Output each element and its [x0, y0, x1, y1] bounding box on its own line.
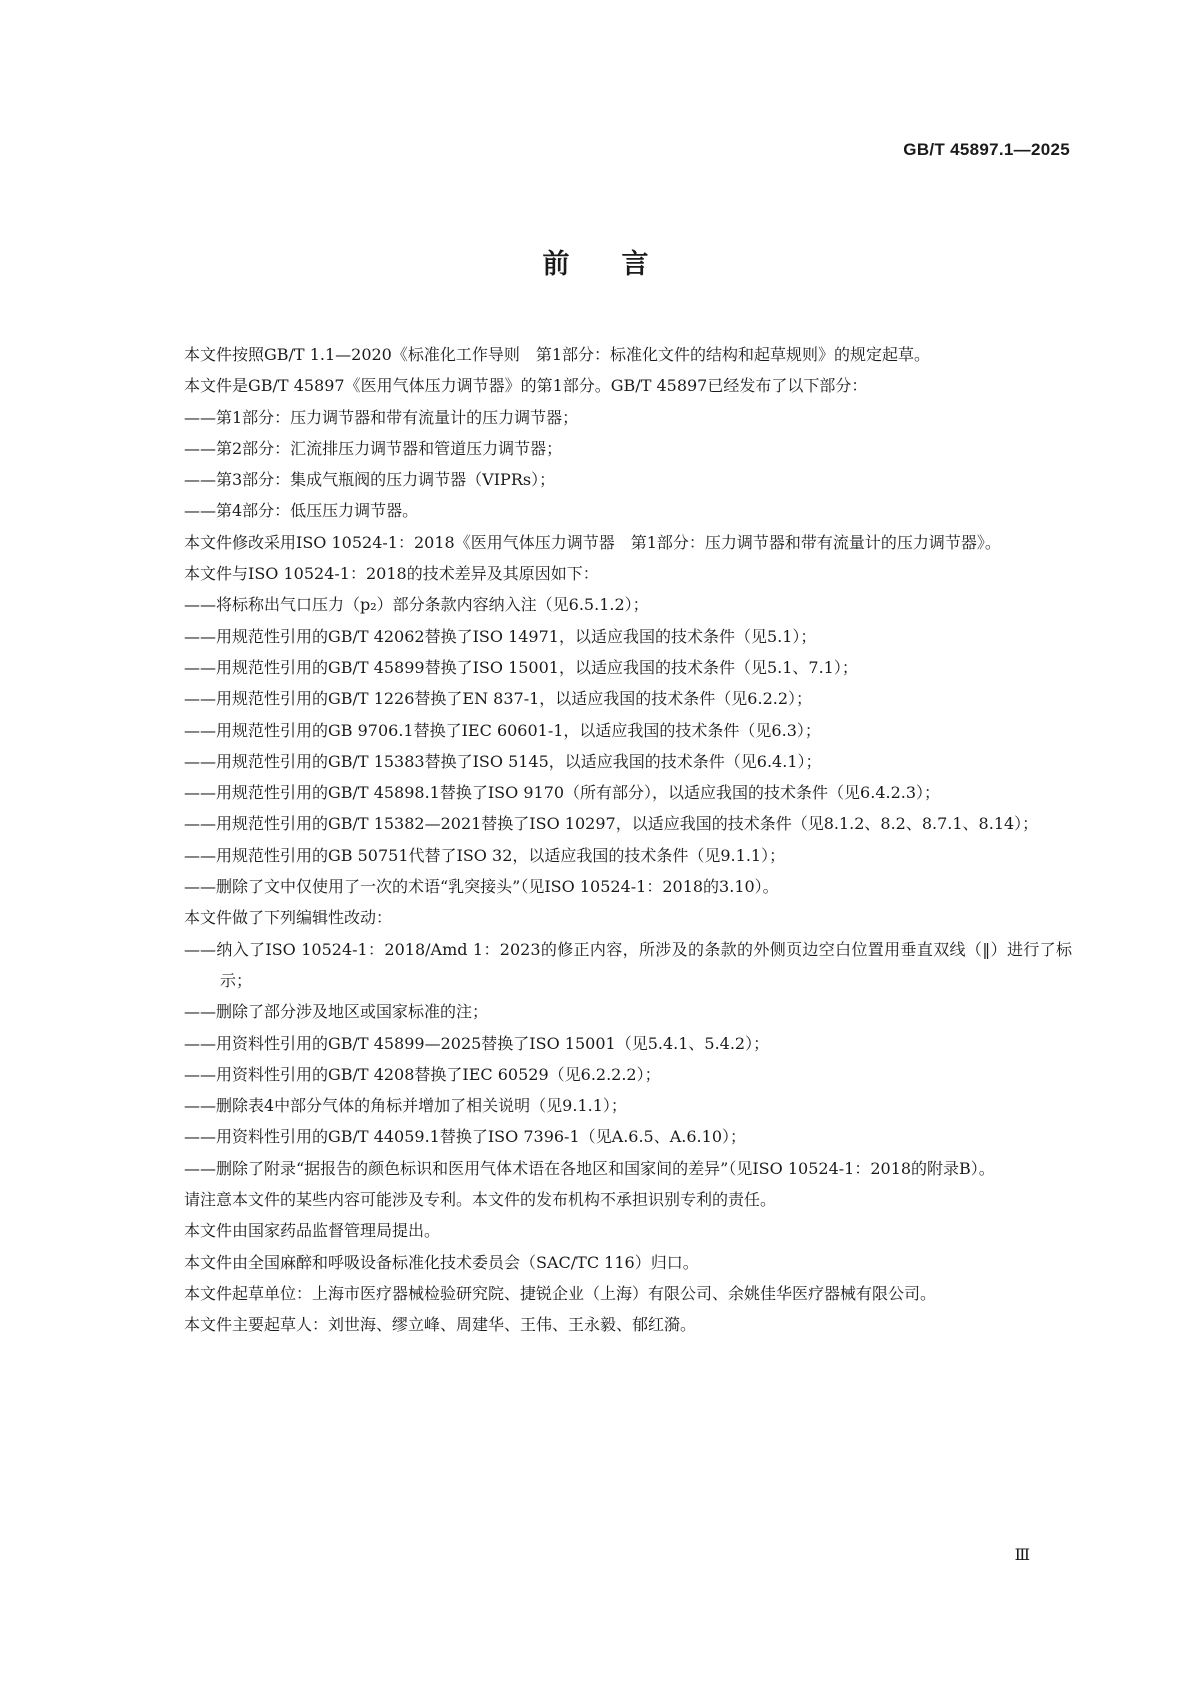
standard-code: GB/T 45897.1—2025 — [903, 140, 1070, 159]
list-item-technical-7: ——用规范性引用的GB/T 45898.1替换了ISO 9170（所有部分），以适应我国的技术条件（见6.4.2.3）； — [184, 783, 941, 803]
list-item-technical-1: ——将标称出气口压力（p₂）部分条款内容纳入注（见6.5.1.2）； — [184, 595, 649, 615]
paragraph-committee: 本文件由全国麻醉和呼吸设备标准化技术委员会（SAC/TC 116）归口。 — [184, 1252, 699, 1272]
list-item-editorial-3: ——用资料性引用的GB/T 45899—2025替换了ISO 15001（见5.4.1、5.4.2）； — [184, 1033, 770, 1053]
list-item-technical-4: ——用规范性引用的GB/T 1226替换了EN 837-1，以适应我国的技术条件（见6.2.2）； — [184, 689, 813, 709]
list-item-technical-8: ——用规范性引用的GB/T 15382—2021替换了ISO 10297，以适应我国的技术条件（见8.1.2、8.2、8.7.1、8.14）； — [184, 814, 1039, 834]
paragraph-patent-notice: 请注意本文件的某些内容可能涉及专利。本文件的发布机构不承担识别专利的责任。 — [184, 1190, 777, 1210]
list-item-technical-3: ——用规范性引用的GB/T 45899替换了ISO 15001，以适应我国的技术条件（见5.1、7.1）； — [184, 657, 858, 677]
list-item-editorial-6: ——用资料性引用的GB/T 44059.1替换了ISO 7396-1（见A.6.5、A.6.10）； — [184, 1127, 746, 1147]
list-item-technical-6: ——用规范性引用的GB/T 15383替换了ISO 5145，以适应我国的技术条件（见6.4.1）； — [184, 751, 822, 771]
list-item-editorial-4: ——用资料性引用的GB/T 4208替换了IEC 60529（见6.2.2.2）； — [184, 1064, 661, 1084]
paragraph-drafters: 本文件主要起草人：刘世海、缪立峰、周建华、王伟、王永毅、郁红漪。 — [184, 1315, 697, 1335]
list-item-technical-10: ——删除了文中仅使用了一次的术语“乳突接头”（见ISO 10524-1：2018的3.10）。 — [184, 877, 779, 897]
list-item-technical-2: ——用规范性引用的GB/T 42062替换了ISO 14971，以适应我国的技术条件（见5.1）； — [184, 626, 817, 646]
paragraph-editorial-changes: 本文件做了下列编辑性改动： — [184, 908, 393, 928]
paragraph-technical-differences: 本文件与ISO 10524-1：2018的技术差异及其原因如下： — [184, 564, 599, 584]
list-item-technical-5: ——用规范性引用的GB 9706.1替换了IEC 60601-1，以适应我国的技术条件（见6.3）； — [184, 720, 821, 740]
list-item-part-3: ——第3部分：集成气瓶阀的压力调节器（VIPRs）； — [184, 470, 556, 490]
paragraph-part-info: 本文件是GB/T 45897《医用气体压力调节器》的第1部分。GB/T 45897已经发布了以下部分： — [184, 376, 868, 396]
page-number: Ⅲ — [1014, 1547, 1030, 1564]
paragraph-drafting-units: 本文件起草单位：上海市医疗器械检验研究院、捷锐企业（上海）有限公司、余姚佳华医疗器械有限公司。 — [184, 1283, 937, 1303]
preface-body — [144, 339, 1072, 1341]
list-item-part-2: ——第2部分：汇流排压力调节器和管道压力调节器； — [184, 438, 563, 458]
paragraph-drafting-rules: 本文件按照GB/T 1.1—2020《标准化工作导则 第1部分：标准化文件的结构和起草规则》的规定起草。 — [184, 345, 931, 364]
page-title: 前言 — [542, 249, 701, 280]
list-item-editorial-1: ——纳入了ISO 10524-1：2018/Amd 1：2023的修正内容，所涉及的条款的外侧页边空白位置用垂直双线（‖）进行了标示； — [184, 939, 1072, 990]
list-item-technical-9: ——用规范性引用的GB 50751代替了ISO 32，以适应我国的技术条件（见9.1.1）； — [184, 845, 786, 865]
list-item-editorial-7: ——删除了附录“据报告的颜色标识和医用气体术语在各地区和国家间的差异”（见ISO 10524-1：2018的附录B）。 — [184, 1158, 995, 1178]
list-item-editorial-5: ——删除表4中部分气体的角标并增加了相关说明（见9.1.1）； — [184, 1096, 627, 1116]
list-item-part-4: ——第4部分：低压压力调节器。 — [184, 501, 419, 521]
paragraph-proposer: 本文件由国家药品监督管理局提出。 — [184, 1221, 441, 1241]
list-item-editorial-2: ——删除了部分涉及地区或国家标准的注； — [184, 1002, 489, 1022]
paragraph-adoption: 本文件修改采用ISO 10524-1：2018《医用气体压力调节器 第1部分：压力调节器和带有流量计的压力调节器》。 — [184, 532, 1001, 552]
list-item-part-1: ——第1部分：压力调节器和带有流量计的压力调节器； — [184, 407, 579, 427]
